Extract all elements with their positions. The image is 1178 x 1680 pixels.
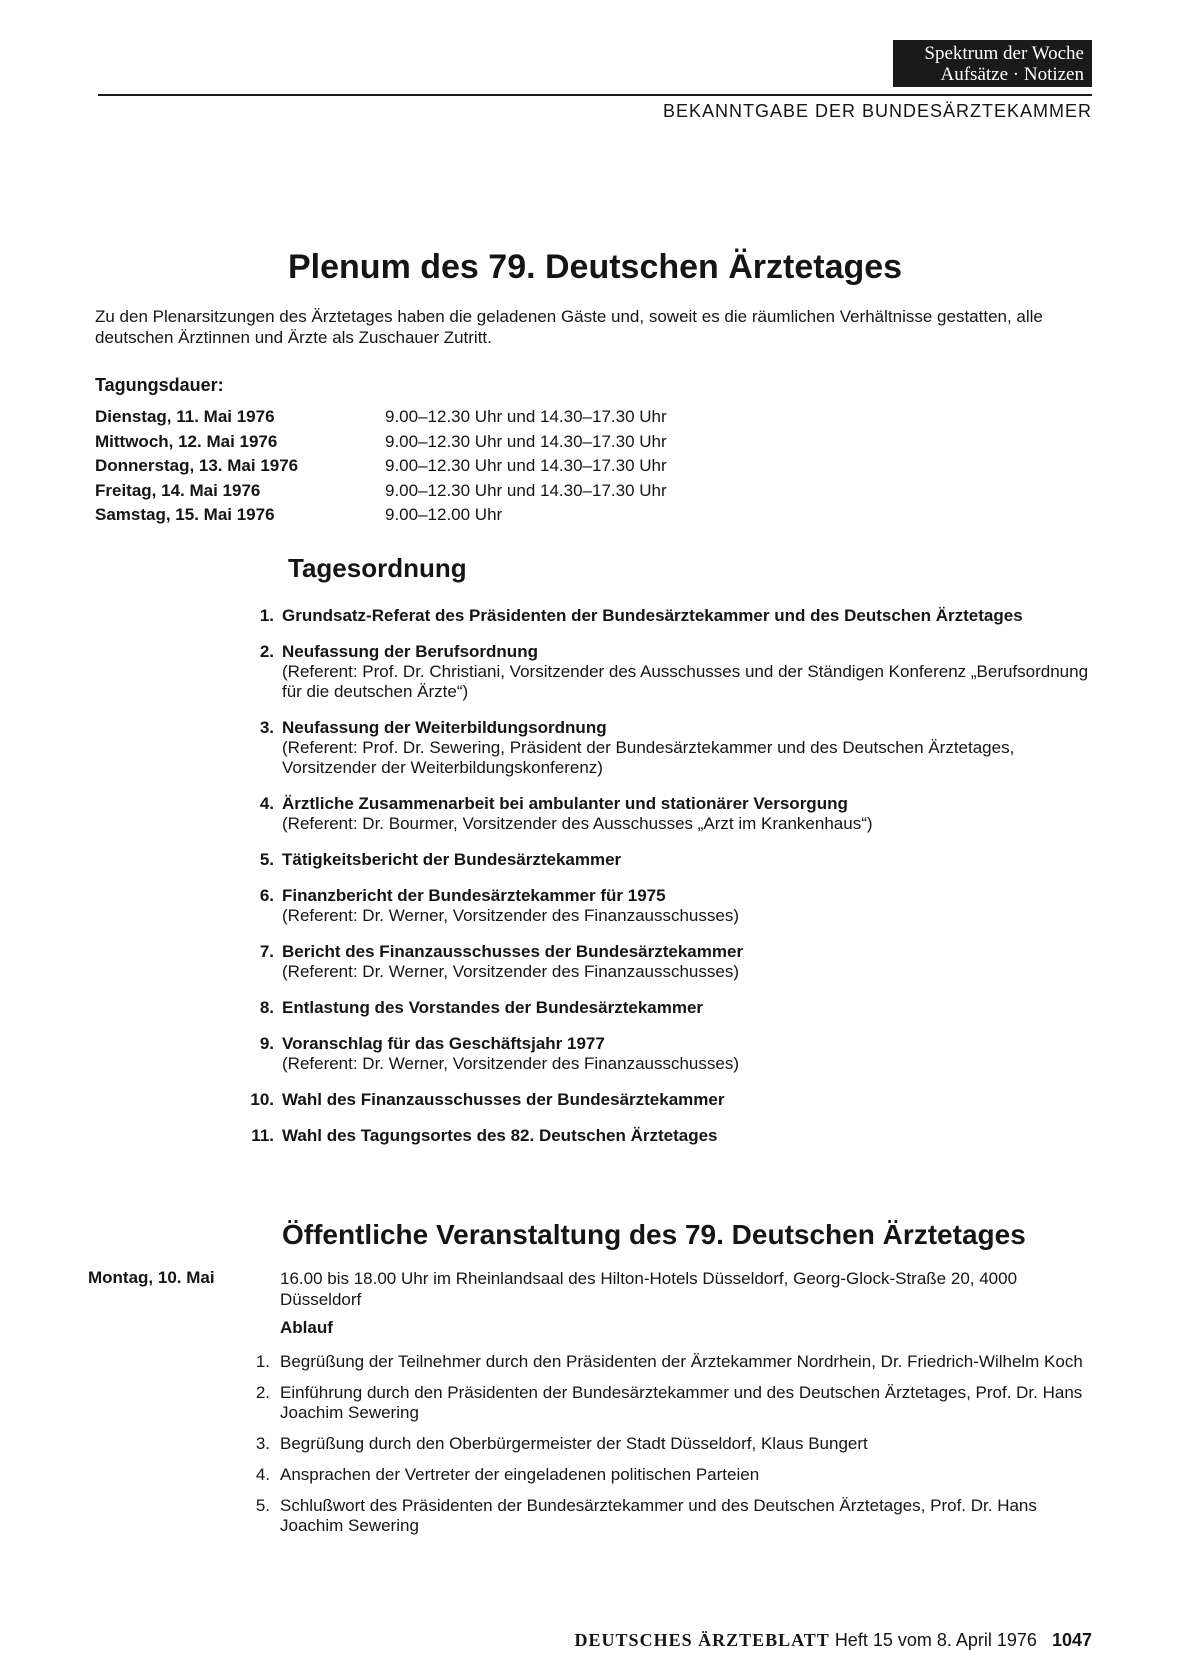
rubric-line-1: Spektrum der Woche [924,43,1084,64]
agenda-item [230,998,1100,1018]
schedule-row [95,430,795,455]
agenda-label: Bericht des Finanzausschusses der Bundesärztekammer [282,942,744,961]
agenda-note: (Referent: Dr. Bourmer, Vorsitzender des Ausschusses „Arzt im Krankenhaus“) [282,814,873,833]
schedule-day: Mittwoch, 12. Mai 1976 [95,431,278,451]
ablauf-label: Ablauf [280,1318,333,1337]
issue-info: Heft 15 vom 8. April 1976 [834,1630,1037,1650]
agenda-number: 3. [259,718,274,737]
agenda-item [230,1126,1100,1146]
ablauf-number: 5. [255,1496,270,1515]
agenda-label: Grundsatz-Referat des Präsidenten der Bundesärztekammer und des Deutschen Ärztetages [282,606,1023,625]
agenda-note: (Referent: Dr. Werner, Vorsitzender des Finanzausschusses) [282,962,739,981]
schedule-time: 9.00–12.30 Uhr und 14.30–17.30 Uhr [385,480,667,500]
schedule-day: Freitag, 14. Mai 1976 [95,480,261,500]
agenda-list [230,606,1100,1162]
schedule-list [95,405,795,528]
schedule-time: 9.00–12.30 Uhr und 14.30–17.30 Uhr [385,407,667,426]
ablauf-item [246,1465,1092,1485]
agenda-number: 7. [259,942,274,961]
agenda-label: Wahl des Tagungsortes des 82. Deutschen Ärztetages [282,1126,718,1145]
agenda-item [230,1090,1100,1110]
ablauf-list [246,1352,1092,1547]
agenda-item [230,642,1100,702]
schedule-row [95,479,795,504]
agenda-item [230,718,1100,778]
agenda-label: Ärztliche Zusammenarbeit bei ambulanter und stationärer Versorgung [282,794,848,813]
agenda-label: Neufassung der Weiterbildungsordnung [282,718,607,737]
page-number: 1047 [1051,1630,1092,1650]
agenda-label: Wahl des Finanzausschusses der Bundesärztekammer [282,1090,725,1109]
ablauf-item [246,1434,1092,1454]
agenda-item [230,850,1100,870]
agenda-item [230,886,1100,926]
agenda-item [230,794,1100,834]
agenda-label: Neufassung der Berufsordnung [282,642,538,661]
schedule-day: Samstag, 15. Mai 1976 [95,505,275,524]
agenda-note: (Referent: Prof. Dr. Sewering, Präsident der Bundesärztekammer und des Deutschen Ärztetages, Vorsitzender der Weiterbildungskonferenz) [282,738,1015,777]
schedule-row [95,405,795,430]
agenda-number: 11. [251,1126,274,1145]
plenum-title: Plenum des 79. Deutschen Ärztetages [288,248,903,286]
ablauf-item [246,1383,1092,1423]
agenda-item [230,942,1100,982]
agenda-number: 8. [259,998,274,1017]
ablauf-item [246,1496,1092,1536]
ablauf-text: Begrüßung der Teilnehmer durch den Präsidenten der Ärztekammer Nordrhein, Dr. Friedrich-Wilhelm Koch [280,1352,1083,1371]
ablauf-item [246,1352,1092,1372]
agenda-number: 4. [259,794,274,813]
agenda-number: 9. [259,1034,274,1053]
agenda-note: (Referent: Dr. Werner, Vorsitzender des Finanzausschusses) [282,906,739,925]
event-day: Montag, 10. Mai [88,1268,215,1287]
event-venue: 16.00 bis 18.00 Uhr im Rheinlandsaal des Hilton-Hotels Düsseldorf, Georg-Glock-Straße 20, 4000 Düsseldorf [280,1269,1018,1309]
rubric-line-2: Aufsätze · Notizen [940,64,1084,85]
ablauf-number: 1. [255,1352,270,1371]
ablauf-text: Ansprachen der Vertreter der eingeladenen politischen Parteien [280,1465,760,1484]
agenda-label: Finanzbericht der Bundesärztekammer für 1975 [282,886,666,905]
agenda-number: 6. [259,886,274,905]
agenda-label: Tätigkeitsbericht der Bundesärztekammer [282,850,622,869]
ablauf-text: Einführung durch den Präsidenten der Bundesärztekammer und des Deutschen Ärztetages, Prof. Dr. Hans Joachim Sewering [280,1383,1083,1422]
schedule-day: Dienstag, 11. Mai 1976 [95,407,275,426]
schedule-row [95,454,795,479]
agenda-number: 5. [259,850,274,869]
schedule-row [95,503,795,528]
ablauf-number: 3. [255,1434,270,1453]
schedule-time: 9.00–12.30 Uhr und 14.30–17.30 Uhr [385,456,667,475]
schedule-time: 9.00–12.00 Uhr [385,505,503,524]
plenum-intro: Zu den Plenarsitzungen des Ärztetages haben die geladenen Gäste und, soweit es die räumlichen Verhältnisse gestatten, alle deutschen Ärztinnen und Ärzte als Zuschauer Zutritt. [95,307,1043,347]
page-footer [575,1630,1092,1651]
agenda-note: (Referent: Prof. Dr. Christiani, Vorsitzender des Ausschusses und der Ständigen Konferenz „Berufsordnung für die deutschen Ärzte“) [282,662,1089,701]
schedule-day: Donnerstag, 13. Mai 1976 [95,456,299,475]
journal-name: DEUTSCHES ÄRZTEBLATT [574,1630,830,1650]
agenda-label: Voranschlag für das Geschäftsjahr 1977 [282,1034,605,1053]
header-rule [98,94,1092,96]
agenda-label: Entlastung des Vorstandes der Bundesärztekammer [282,998,704,1017]
schedule-time: 9.00–12.30 Uhr und 14.30–17.30 Uhr [385,431,667,451]
event-title: Öffentliche Veranstaltung des 79. Deutschen Ärztetages [282,1219,1026,1250]
duration-label: Tagungsdauer: [95,375,224,395]
rubric-badge [893,40,1092,87]
agenda-item [230,1034,1100,1074]
agenda-number: 1. [259,606,274,625]
agenda-note: (Referent: Dr. Werner, Vorsitzender des Finanzausschusses) [282,1054,739,1073]
agenda-item [230,606,1100,626]
section-heading: BEKANNTGABE DER BUNDESÄRZTEKAMMER [662,101,1092,121]
ablauf-number: 2. [255,1383,270,1402]
ablauf-text: Begrüßung durch den Oberbürgermeister der Stadt Düsseldorf, Klaus Bungert [280,1434,868,1453]
ablauf-number: 4. [255,1465,270,1484]
agenda-number: 2. [259,642,274,661]
agenda-number: 10. [250,1090,274,1109]
agenda-title: Tagesordnung [288,553,467,583]
ablauf-text: Schlußwort des Präsidenten der Bundesärztekammer und des Deutschen Ärztetages, Prof. Dr. Hans Joachim Sewering [280,1496,1037,1535]
